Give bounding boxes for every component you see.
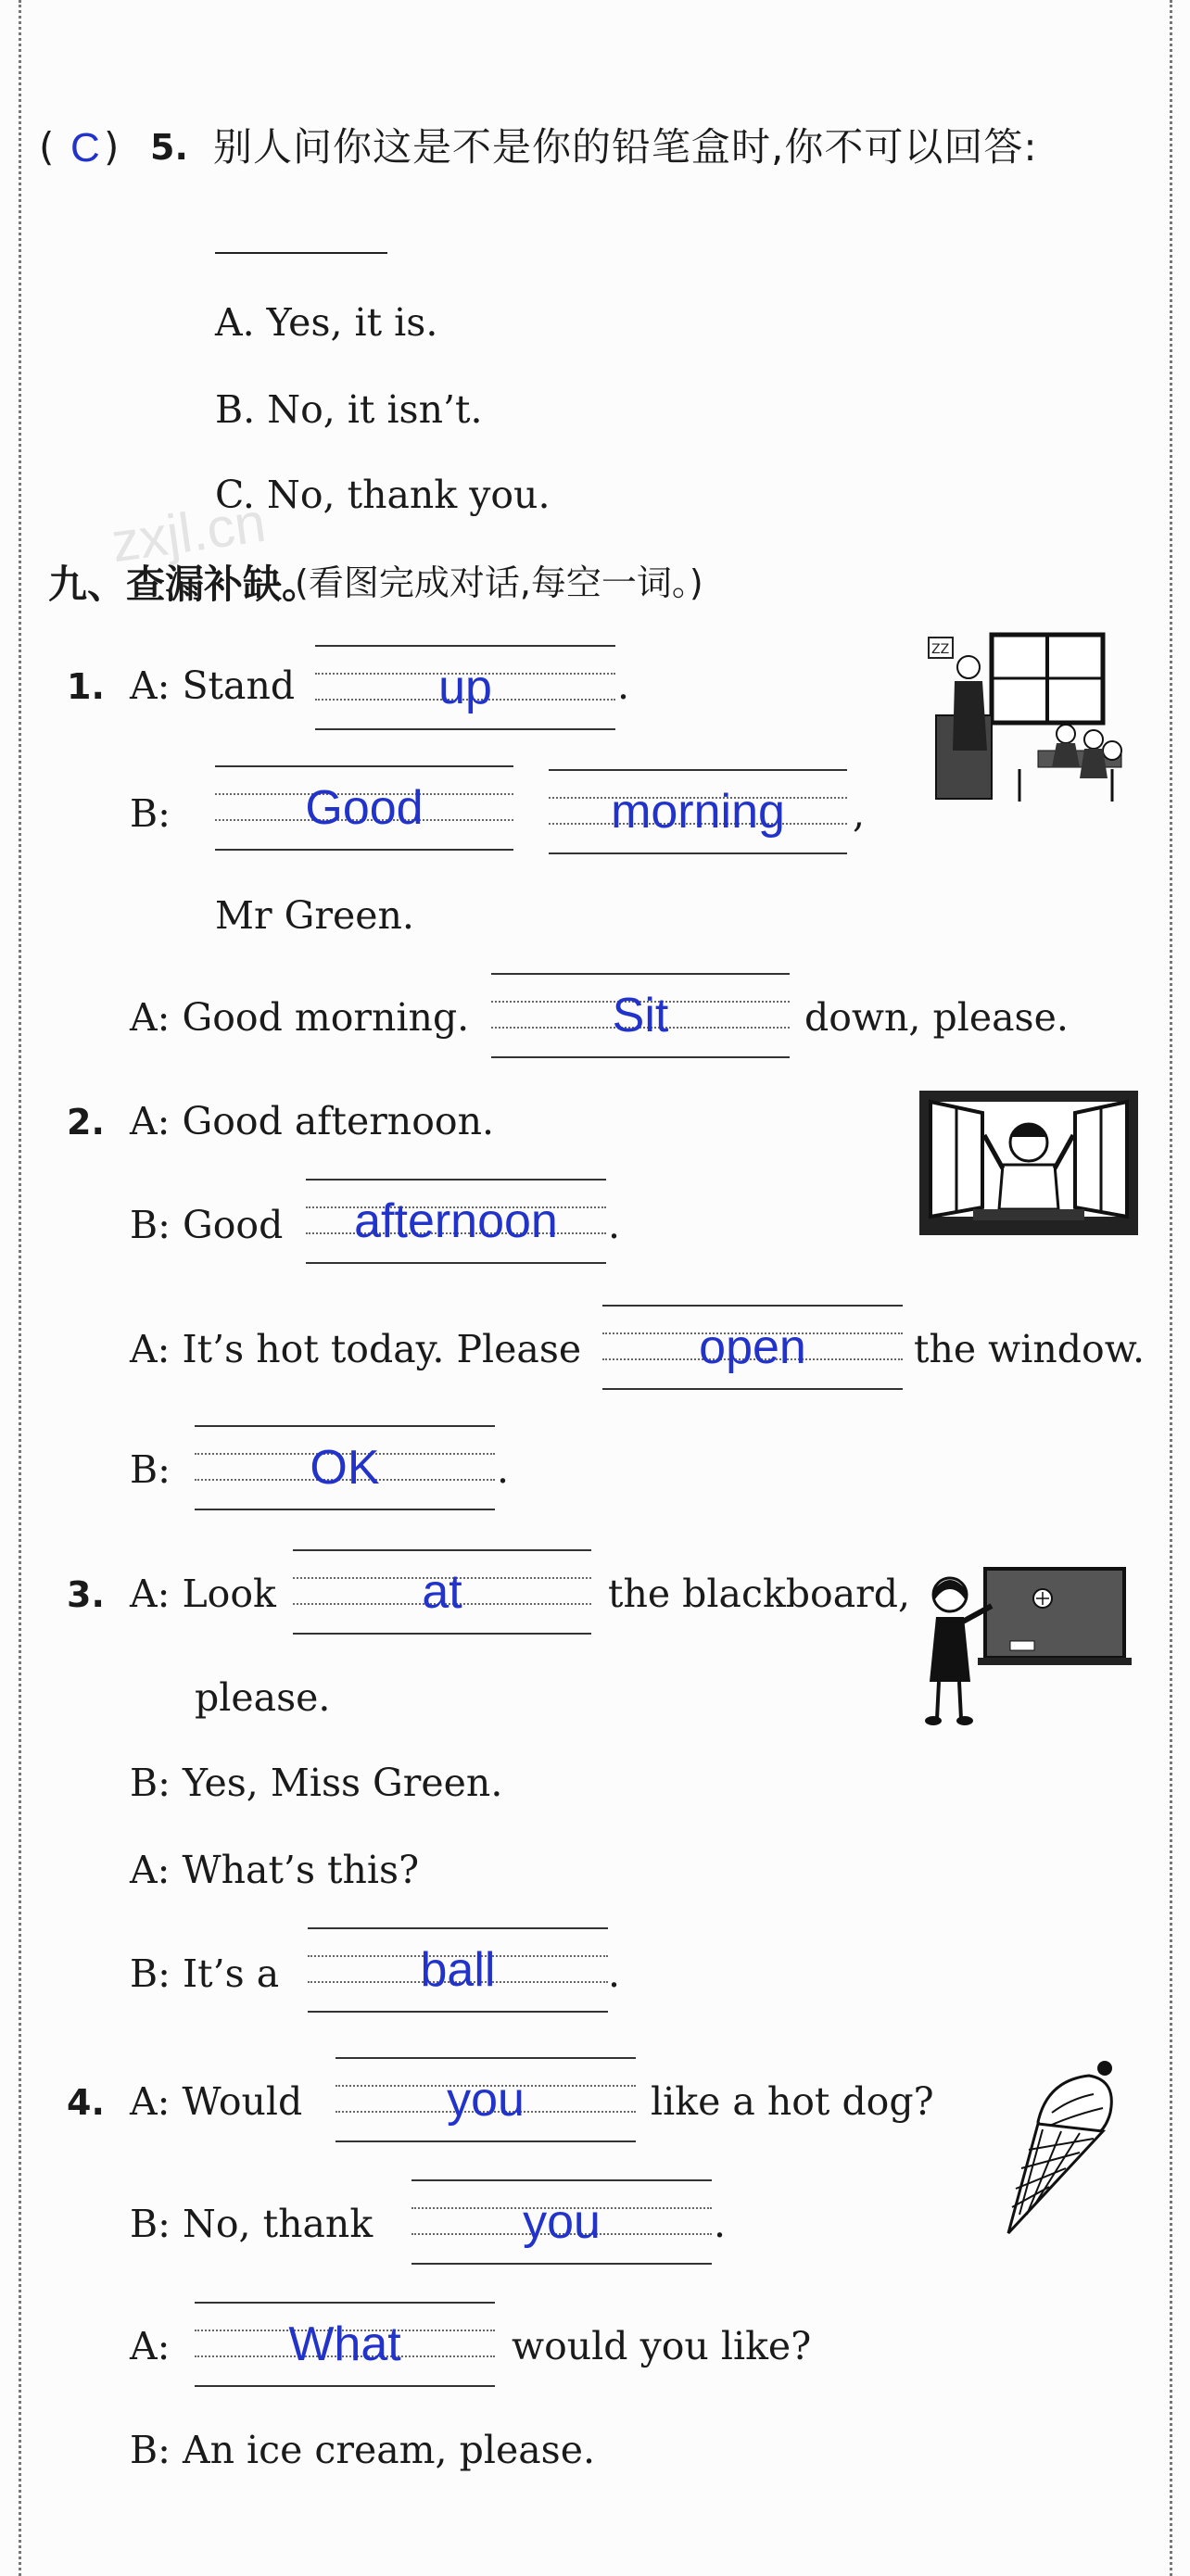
d3-a1-tail: the blackboard, <box>608 1572 911 1616</box>
d4-number: 4. <box>67 2082 105 2123</box>
right-dotted-border <box>1170 0 1172 2576</box>
q5-answer: C <box>70 125 100 170</box>
d1-blank-sit <box>491 973 790 1058</box>
d1-a2-text: A: Good morning. <box>130 995 470 1040</box>
d4-answer-you-2: you <box>523 2195 601 2249</box>
d2-b1-text: B: Good <box>130 1203 284 1247</box>
d1-answer-good: Good <box>305 781 424 835</box>
d1-a1-text: A: Stand <box>130 663 296 708</box>
d4-a1-tail: like a hot dog? <box>651 2079 934 2124</box>
d1-blank-good <box>215 765 513 851</box>
d4-a1-text: A: Would <box>130 2079 303 2124</box>
d3-blank-at <box>293 1549 591 1635</box>
q5-paren-open: ( <box>39 124 55 170</box>
section-instruction: (看图完成对话,每空一词。) <box>295 562 703 603</box>
d4-b1-text: B: No, thank <box>130 2202 373 2246</box>
d2-a2-text: A: It’s hot today. Please <box>130 1327 582 1371</box>
svg-text:ZZ: ZZ <box>931 642 950 657</box>
q5-question: 别人问你这是不是你的铅笔盒时,你不可以回答: <box>213 124 1038 170</box>
d4-answer-what: What <box>288 2317 401 2371</box>
d1-answer-sit: Sit <box>612 989 669 1042</box>
d3-answer-ball: ball <box>420 1943 496 1997</box>
d1-blank-morning <box>549 769 847 854</box>
watermark: zxjl.cn <box>108 490 270 575</box>
d1-b1-continuation: Mr Green. <box>215 893 414 938</box>
d1-answer-morning: morning <box>611 785 785 839</box>
q5-answer-line <box>215 252 387 254</box>
d1-a2-tail: down, please. <box>804 995 1069 1040</box>
d4-a2-tail: would you like? <box>512 2324 812 2368</box>
d4-b1-period: . <box>714 2202 727 2246</box>
d4-answer-you-1: you <box>447 2073 525 2127</box>
classroom-picture <box>927 630 1131 806</box>
d2-blank-afternoon <box>306 1179 606 1264</box>
d2-blank-open <box>602 1305 903 1390</box>
d1-b1-comma: , <box>853 791 866 836</box>
d1-b1-label: B: <box>130 791 171 836</box>
d1-number: 1. <box>67 666 105 707</box>
q5-paren-close: ) <box>104 124 120 170</box>
d3-b2-text: B: It’s a <box>130 1951 280 1996</box>
d3-a1-continuation: please. <box>195 1675 331 1720</box>
d2-answer-afternoon: afternoon <box>354 1194 558 1248</box>
q5-option-b: B. No, it isn’t. <box>215 387 483 432</box>
d2-b2-period: . <box>497 1447 510 1492</box>
d2-b2-label: B: <box>130 1447 171 1492</box>
d3-b1: B: Yes, Miss Green. <box>130 1761 503 1805</box>
d4-blank-what <box>195 2302 495 2387</box>
d3-a2: A: What’s this? <box>130 1848 420 1892</box>
d3-answer-at: at <box>422 1565 462 1619</box>
ice-cream-picture <box>1001 2057 1131 2242</box>
d3-b2-period: . <box>608 1951 621 1996</box>
section-title: 九、查漏补缺。 <box>48 562 322 607</box>
q5-option-c: C. No, thank you. <box>215 473 551 517</box>
d2-b1-period: . <box>608 1203 621 1247</box>
d3-number: 3. <box>67 1574 105 1615</box>
d2-answer-open: open <box>699 1320 806 1374</box>
d1-answer-up: up <box>438 661 492 714</box>
q5-option-a: A. Yes, it is. <box>215 300 438 345</box>
d1-blank-up <box>315 645 615 730</box>
girl-blackboard-picture <box>913 1561 1145 1733</box>
d3-a1-text: A: Look <box>130 1572 276 1616</box>
d2-number: 2. <box>67 1102 105 1143</box>
d1-a1-period: . <box>617 663 630 708</box>
d2-a1: A: Good afternoon. <box>130 1099 495 1143</box>
d2-answer-ok: OK <box>310 1441 380 1495</box>
d2-blank-ok <box>195 1425 495 1510</box>
left-dotted-border <box>19 0 21 2576</box>
d4-a2-label: A: <box>130 2324 171 2368</box>
d2-a2-tail: the window. <box>914 1327 1145 1371</box>
d3-blank-ball <box>308 1927 608 2013</box>
q5-number: 5. <box>150 127 188 168</box>
d4-blank-you-1 <box>335 2057 636 2142</box>
d4-blank-you-2 <box>411 2179 712 2265</box>
d4-b2: B: An ice cream, please. <box>130 2428 596 2472</box>
open-window-picture <box>918 1089 1140 1237</box>
